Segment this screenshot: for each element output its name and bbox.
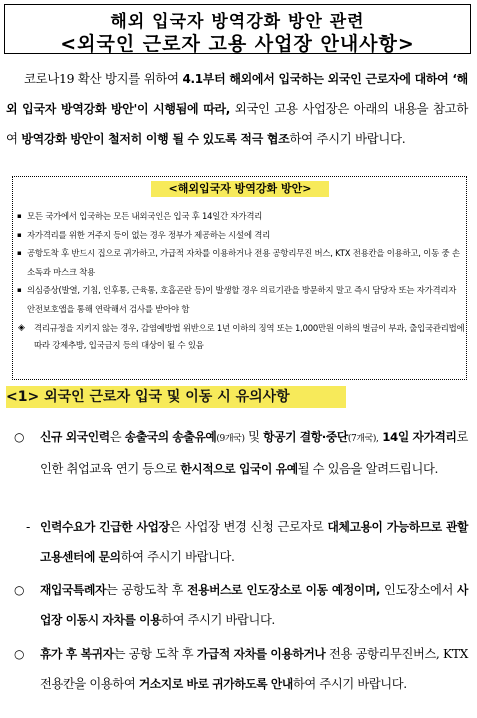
para4-text-1: 는 공항 도착 후: [113, 647, 197, 661]
page-subtitle: <외국인 근로자 고용 사업장 안내사항>: [60, 33, 415, 55]
diamond-icon: ◈: [18, 323, 25, 333]
notice-list: [17, 207, 460, 318]
para1-text-1: 은: [109, 430, 125, 444]
notice-title: <해외입국자 방역강화 방안>: [151, 181, 329, 197]
bullet-icon: ▪: [17, 286, 22, 294]
para4-text-3: 하여 주시기 바랍니다.: [292, 677, 407, 691]
section-title: <1> 외국인 근로자 입국 및 이동 시 유의사항: [6, 386, 346, 408]
para3-bold-1: 재입국특례자: [40, 583, 106, 597]
intro-text-3: 하여 주시기 바랍니다.: [289, 131, 406, 146]
para4-bold-2: 가급적 자차를 이용하거나: [196, 647, 326, 661]
page-title: 해외 입국자 방역강화 방안 관련: [110, 12, 365, 32]
para2-text-1: 은 사업장 변경 신청 근로자로: [169, 520, 328, 534]
intro-text-2: 외국인 고용 사업장은 아래의 내용을 참고하여: [6, 101, 468, 146]
notice-item-text: 의심증상(발열, 기침, 인후통, 근육통, 호흡곤란 등)이 발생할 경우 의료기관을 방문하지 말고 즉시 담당자 또는 자가격리자 안전보호앱을 통해 연락해서 검사를 받아야 함: [27, 285, 457, 314]
notice-item-text: 공항도착 후 반드시 집으로 귀가하고, 가급적 자차를 이용하거나 전용 공항리무진 버스, KTX 전용칸을 이용하고, 이동 중 손소독과 마스크 착용: [27, 248, 460, 277]
notice-item: [17, 244, 460, 281]
dash-bullet: -: [26, 520, 30, 534]
para3-text-1: 는 공항도착 후: [105, 583, 188, 597]
intro-bold-1: 4.1부터 해외에서 입국하는 외국인 근로자에 대하여 ‘해외 입국자 방역강화 방안'이 시행됨에 따라,: [6, 72, 468, 116]
bullet-icon: ▪: [17, 249, 22, 257]
para4-text-2: 전용 공항리무진버스, KTX 전용칸을 이용하여: [40, 647, 468, 691]
circle-bullet-icon: ○: [14, 647, 25, 661]
para4-bold-1: 휴가 후 복귀자: [40, 647, 114, 661]
warning-note: [18, 320, 469, 354]
para1-small-1: (9개국): [216, 434, 245, 444]
notice-item: [17, 226, 460, 245]
warning-text: 격리규정을 지키지 않는 경우, 감염예방법 위반으로 1년 이하의 징역 또는 1,000만원 이하의 벌금이 부과, 출입국관리법에 따라 강제추방, 입국금지 등의 대상이 될 수 있음: [34, 323, 465, 350]
para1-bold-1: 신규 외국인력: [40, 430, 110, 444]
section-paragraph-2: [26, 512, 468, 572]
circle-bullet-icon: ○: [14, 583, 25, 597]
notice-item: [17, 281, 460, 318]
intro-bold-2: 방역강화 방안이 철저히 이행 될 수 있도록 적극 협조: [21, 132, 290, 146]
para3-text-3: 하여 주시기 바랍니다.: [161, 613, 275, 627]
para1-text-4: 될 수 있음을 알려드립니다.: [297, 462, 438, 476]
para2-bold-1: 인력수요가 긴급한 사업장: [40, 520, 170, 534]
para3-bold-3: 사업장 이동시 자차를 이용: [40, 583, 469, 627]
title-box: [4, 4, 471, 54]
intro-text-1: 코로나19 확산 방지를 위하여: [24, 71, 183, 86]
para1-bold-5: 한시적으로 입국이 유예: [180, 462, 298, 476]
section-paragraph-1: [14, 422, 469, 484]
para1-bold-2: 송출국의 송출유예: [124, 430, 217, 444]
para3-bold-2: 전용버스로 인도장소로 이동 예정이며,: [187, 583, 380, 597]
intro-paragraph: [6, 64, 468, 154]
para1-text-3: 로 인한 취업교육 연기 등으로: [40, 430, 469, 476]
notice-item-text: 모든 국가에서 입국하는 모든 내외국인은 입국 후 14일간 자가격리: [27, 211, 263, 221]
para1-bold-3: 항공기 결항·중단: [263, 430, 348, 444]
circle-bullet-icon: ○: [14, 430, 25, 444]
bullet-icon: ▪: [17, 230, 22, 239]
bullet-icon: ▪: [17, 212, 22, 220]
para1-small-2: (7개국),: [347, 434, 379, 444]
para4-bold-3: 거소지로 바로 귀가하도록 안내: [138, 677, 293, 691]
para1-text-2: 및: [244, 430, 264, 444]
notice-item-text: 자가격리를 위한 거주지 등이 없는 경우 정부가 제공하는 시설에 격리: [27, 229, 271, 240]
para2-text-2: 하여 주시기 바랍니다.: [120, 550, 235, 564]
para3-text-2: 인도장소에서: [379, 583, 458, 597]
notice-item: [17, 207, 460, 226]
section-paragraph-4: [14, 639, 468, 699]
para1-bold-4: 14일 자가격리: [378, 430, 457, 444]
para2-bold-2: 대체고용이 가능하므로 관할 고용센터에 문의: [40, 520, 468, 564]
section-paragraph-3: [14, 575, 469, 635]
